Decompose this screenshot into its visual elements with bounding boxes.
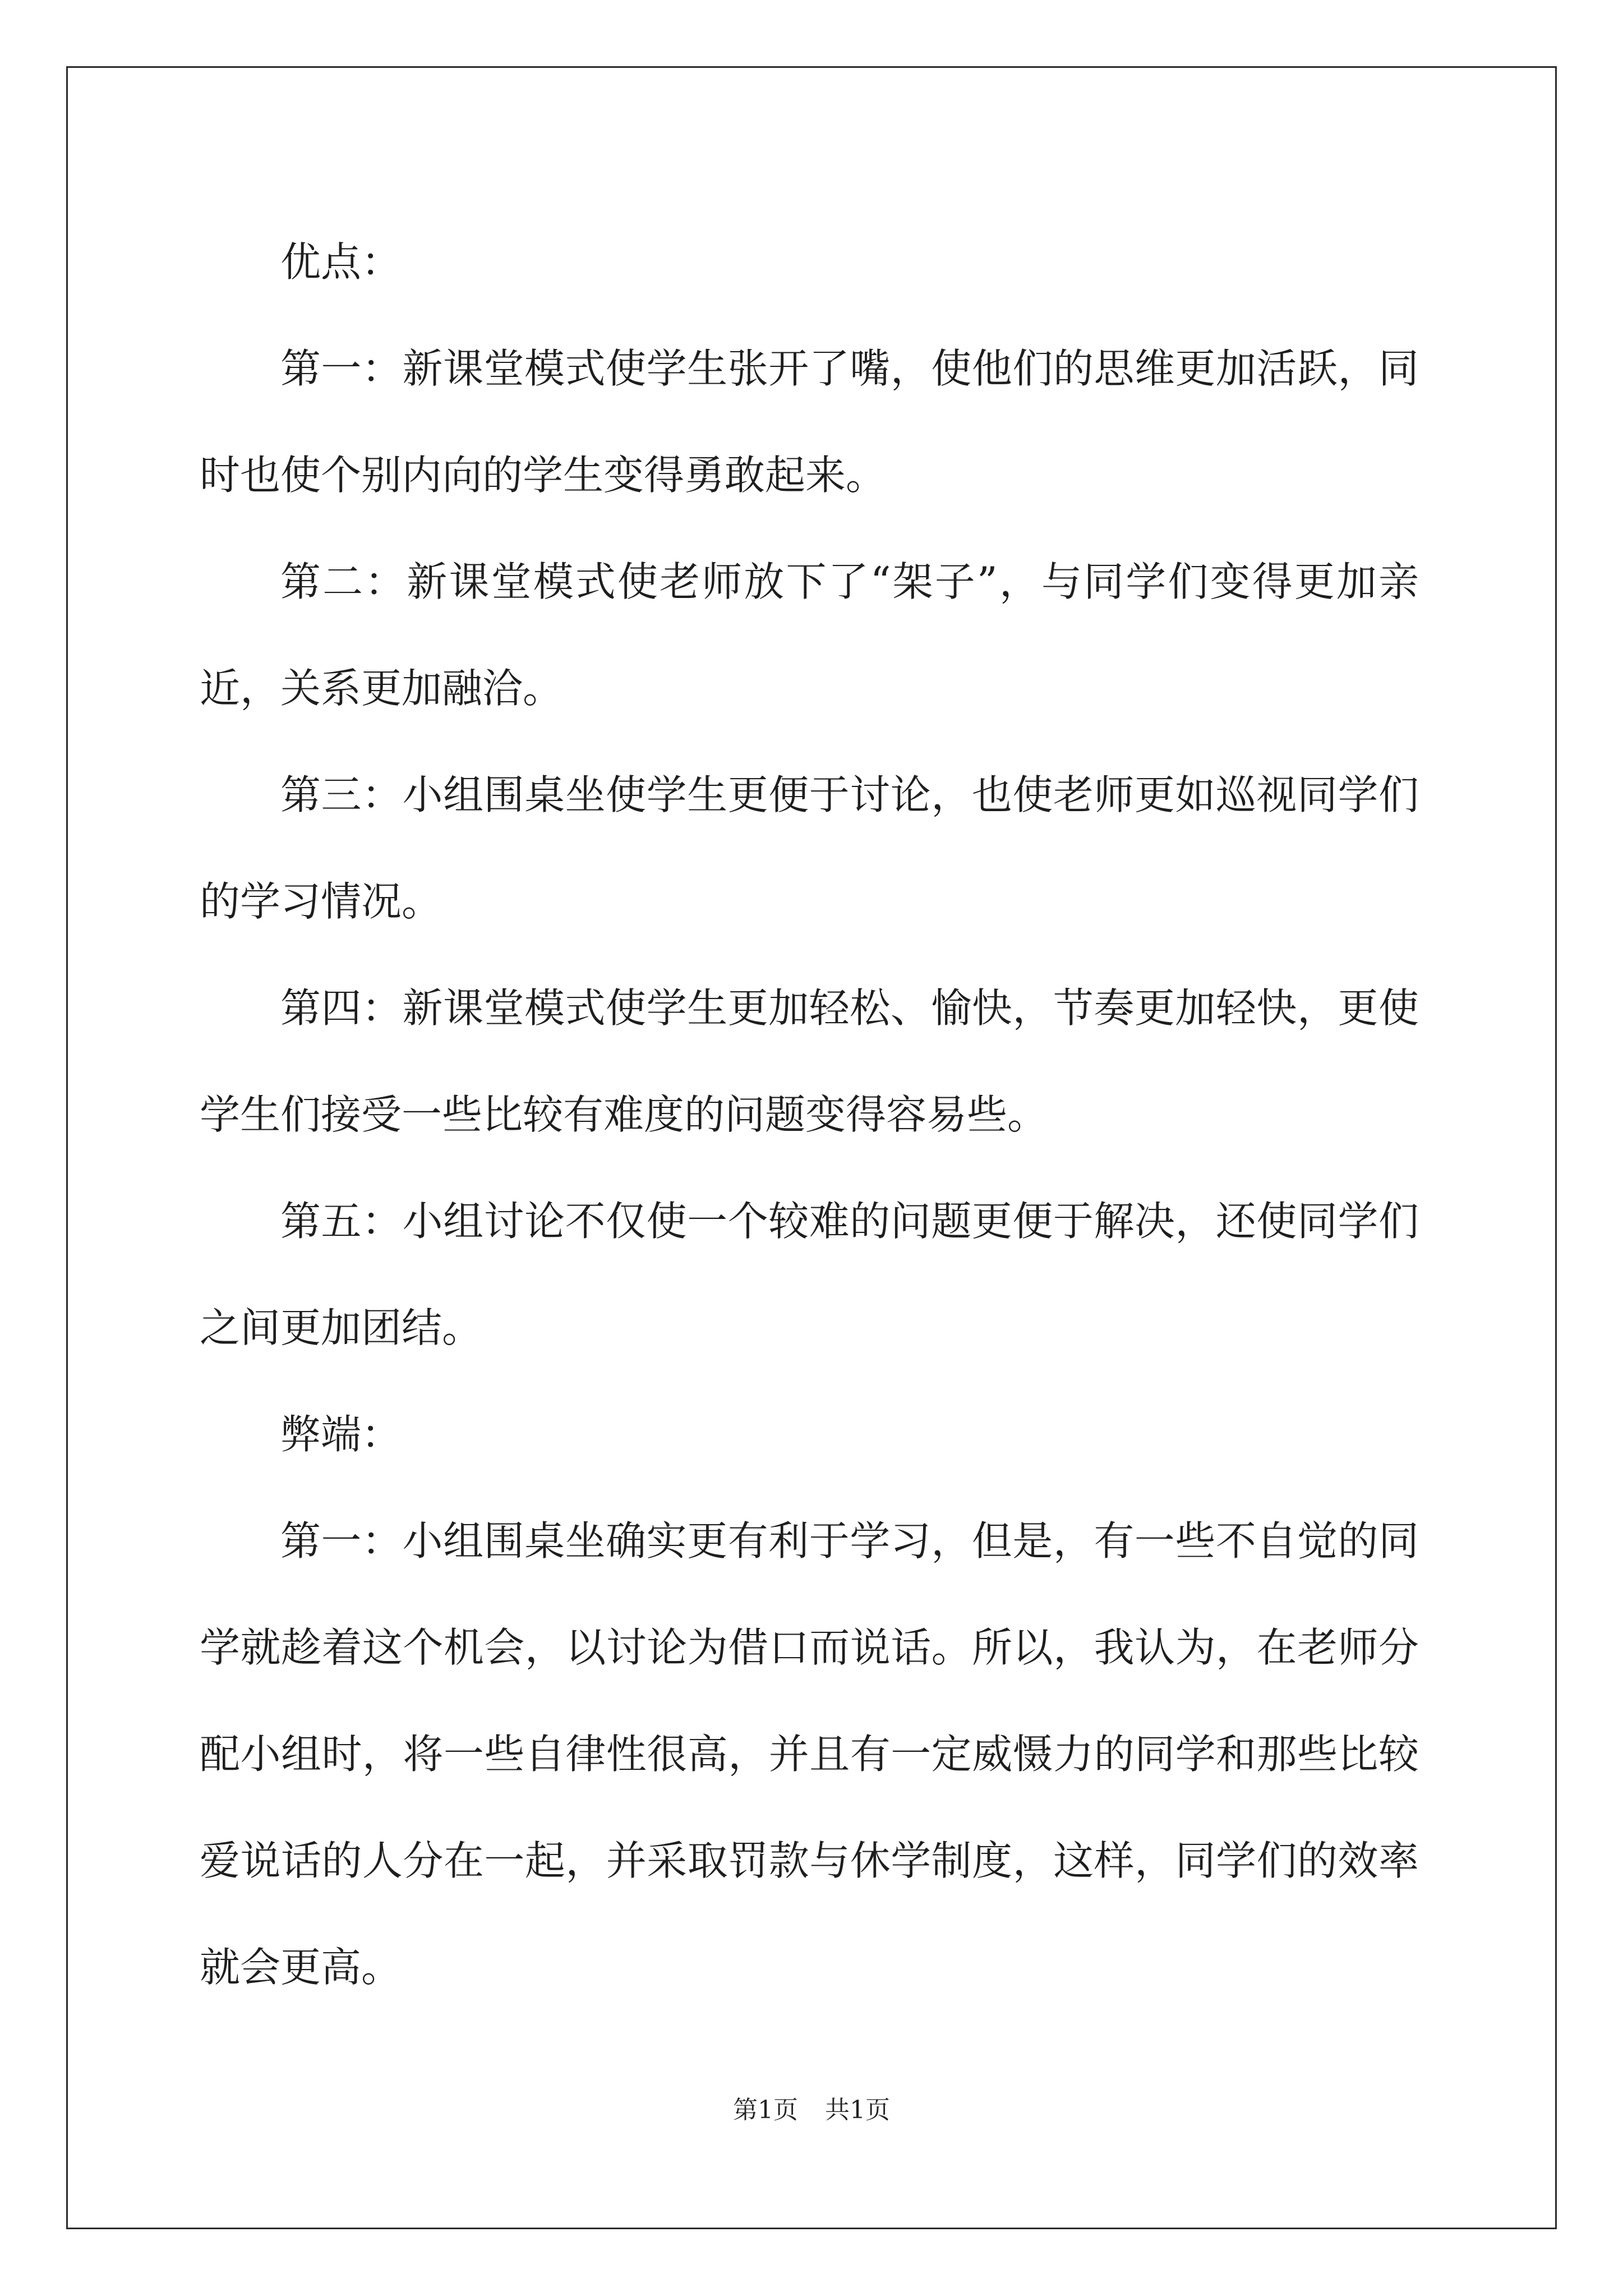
paragraph-advantages-heading: 优点： — [280, 238, 402, 286]
paragraph-advantage-2: 第二：新课堂模式使老师放下了“架子”，与同学们变得更加亲近，关系更加融洽。 — [200, 558, 1419, 712]
page-number: 第1页 — [733, 2096, 798, 2124]
document-body — [200, 209, 1419, 2021]
paragraph-advantage-1: 第一：新课堂模式使学生张开了嘴，使他们的思维更加活跃，同时也使个别内向的学生变得勇敢起来。 — [200, 345, 1419, 499]
paragraph-advantage-3: 第三：小组围桌坐使学生更便于讨论，也使老师更如巡视同学们的学习情况。 — [200, 771, 1419, 925]
paragraph-advantage-5: 第五：小组讨论不仅使一个较难的问题更便于解决，还使同学们之间更加团结。 — [200, 1198, 1419, 1351]
page-footer — [0, 2090, 1623, 2125]
paragraph-disadvantage-1: 第一：小组围桌坐确实更有利于学习，但是，有一些不自觉的同学就趁着这个机会，以讨论为借口而说话。所以，我认为，在老师分配小组时，将一些自律性很高，并且有一定威慑力的同学和那些比较爱说话的人分在一起，并采取罚款与休学制度，这样，同学们的效率就会更高。 — [200, 1517, 1419, 1991]
paragraph-advantage-4: 第四：新课堂模式使学生更加轻松、愉快，节奏更加轻快，更使学生们接受一些比较有难度的问题变得容易些。 — [200, 984, 1419, 1138]
page-total: 共1页 — [825, 2096, 890, 2124]
paragraph-disadvantages-heading: 弊端： — [280, 1411, 402, 1458]
